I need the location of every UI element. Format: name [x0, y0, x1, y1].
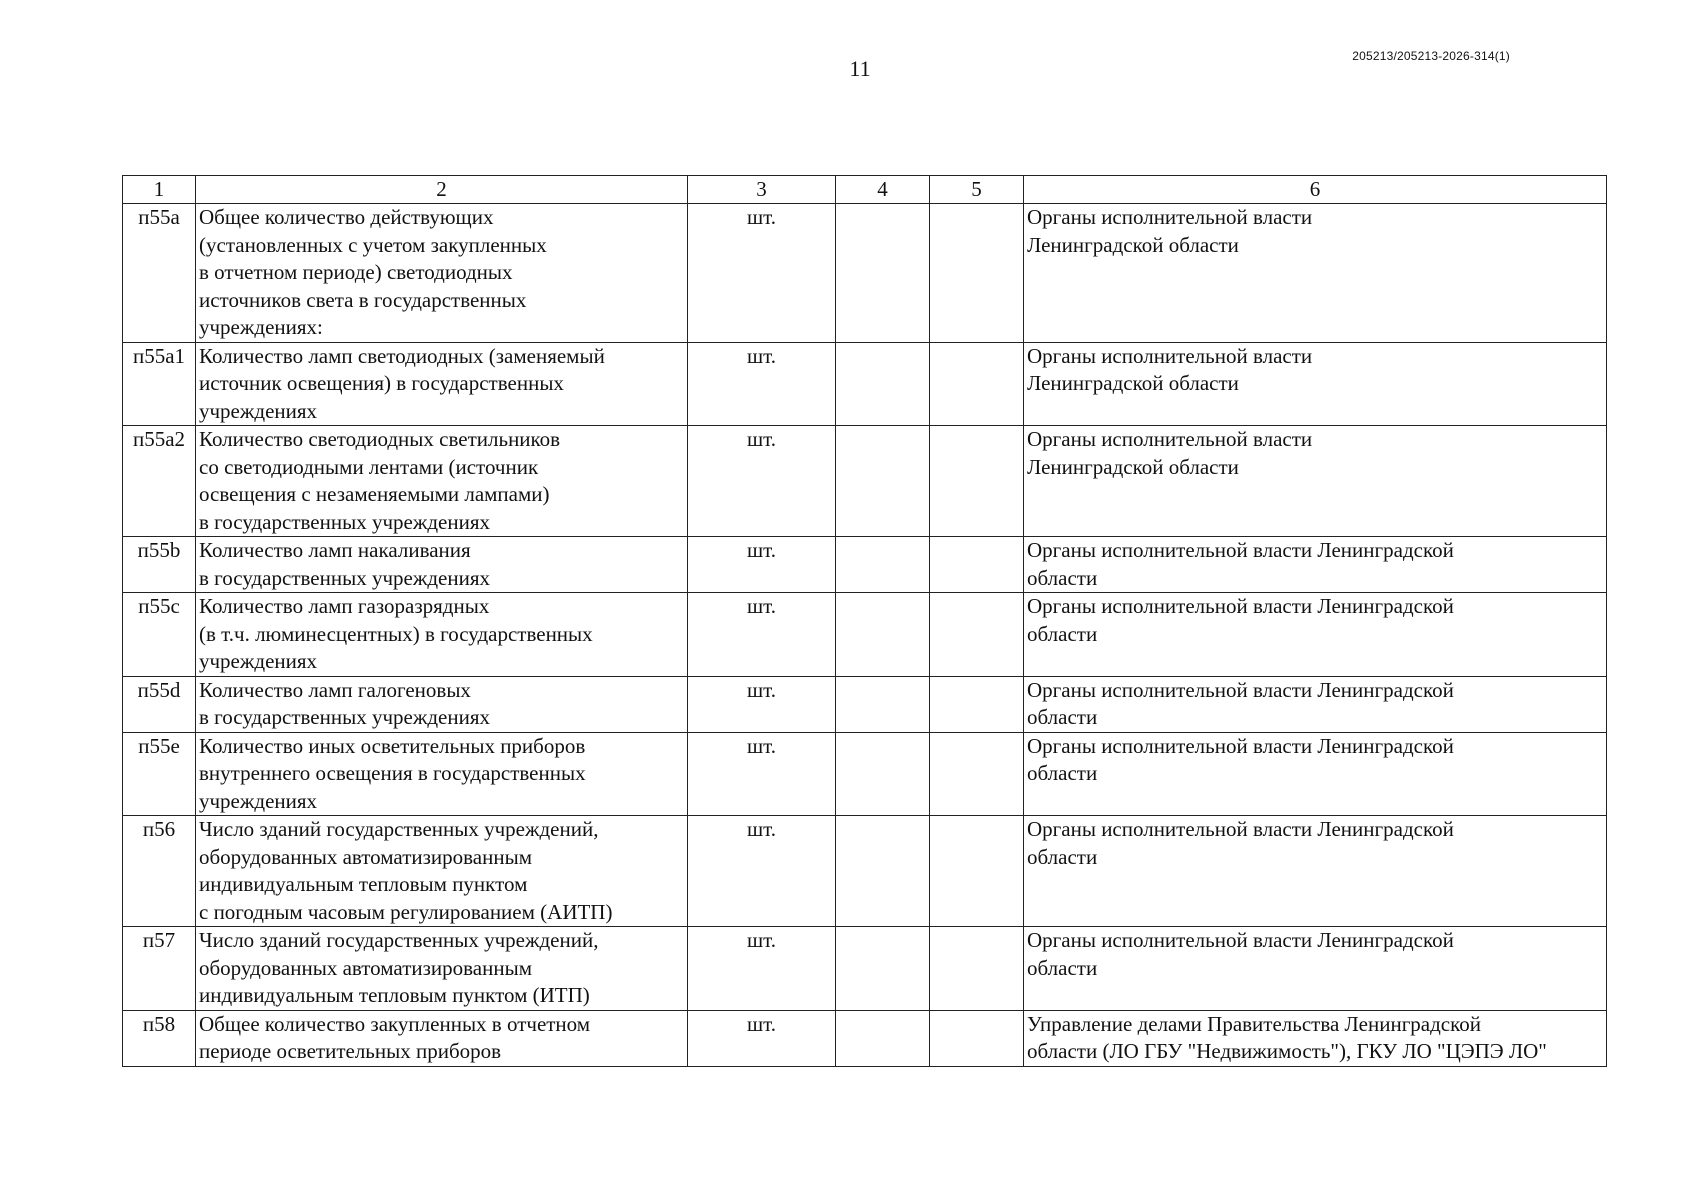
row-col4	[836, 816, 930, 927]
table-row	[123, 593, 1607, 677]
row-code: п55а1	[123, 342, 196, 426]
row-col5	[930, 204, 1024, 343]
row-unit: шт.	[688, 204, 836, 343]
row-col5	[930, 1010, 1024, 1066]
row-source: Органы исполнительной власти Ленинградской области	[1024, 732, 1607, 816]
row-col4	[836, 426, 930, 537]
row-col5	[930, 426, 1024, 537]
row-unit: шт.	[688, 342, 836, 426]
row-col5	[930, 732, 1024, 816]
row-unit: шт.	[688, 927, 836, 1011]
row-col5	[930, 593, 1024, 677]
document-id: 205213/205213-2026-314(1)	[1352, 49, 1510, 63]
row-unit: шт.	[688, 732, 836, 816]
table-row	[123, 927, 1607, 1011]
row-unit: шт.	[688, 426, 836, 537]
row-source: Органы исполнительной власти Ленинградской области	[1024, 342, 1607, 426]
row-source: Органы исполнительной власти Ленинградской области	[1024, 537, 1607, 593]
row-source: Управление делами Правительства Ленинградской области (ЛО ГБУ "Недвижимость"), ГКУ ЛО "ЦЭПЭ ЛО"	[1024, 1010, 1607, 1066]
row-code: п58	[123, 1010, 196, 1066]
row-col5	[930, 927, 1024, 1011]
row-description: Количество ламп светодиодных (заменяемый источник освещения) в государственных учреждениях	[196, 342, 688, 426]
row-unit: шт.	[688, 537, 836, 593]
row-source: Органы исполнительной власти Ленинградской области	[1024, 593, 1607, 677]
table-row	[123, 426, 1607, 537]
row-code: п55b	[123, 537, 196, 593]
row-unit: шт.	[688, 816, 836, 927]
row-source: Органы исполнительной власти Ленинградской области	[1024, 204, 1607, 343]
row-col4	[836, 732, 930, 816]
column-header: 6	[1024, 176, 1607, 204]
row-code: п57	[123, 927, 196, 1011]
row-col5	[930, 816, 1024, 927]
row-unit: шт.	[688, 593, 836, 677]
row-col4	[836, 537, 930, 593]
row-unit: шт.	[688, 676, 836, 732]
row-col4	[836, 1010, 930, 1066]
table-row	[123, 816, 1607, 927]
row-col4	[836, 204, 930, 343]
row-col5	[930, 537, 1024, 593]
row-description: Количество ламп накаливания в государственных учреждениях	[196, 537, 688, 593]
row-col5	[930, 676, 1024, 732]
row-code: п55а	[123, 204, 196, 343]
row-description: Общее количество действующих (установленных с учетом закупленных в отчетном периоде) светодиодных источников света в государственных учреждениях:	[196, 204, 688, 343]
row-source: Органы исполнительной власти Ленинградской области	[1024, 816, 1607, 927]
row-code: п55а2	[123, 426, 196, 537]
table-row	[123, 537, 1607, 593]
row-col4	[836, 676, 930, 732]
row-source: Органы исполнительной власти Ленинградской области	[1024, 927, 1607, 1011]
table-row	[123, 1010, 1607, 1066]
row-unit: шт.	[688, 1010, 836, 1066]
row-code: п56	[123, 816, 196, 927]
row-description: Число зданий государственных учреждений, оборудованных автоматизированным индивидуальным тепловым пунктом (ИТП)	[196, 927, 688, 1011]
row-col4	[836, 927, 930, 1011]
indicators-table	[122, 175, 1607, 1067]
row-description: Число зданий государственных учреждений, оборудованных автоматизированным индивидуальным тепловым пунктом с погодным часовым регулированием (АИТП)	[196, 816, 688, 927]
row-source: Органы исполнительной власти Ленинградской области	[1024, 676, 1607, 732]
row-description: Количество ламп газоразрядных (в т.ч. люминесцентных) в государственных учреждениях	[196, 593, 688, 677]
row-description: Количество светодиодных светильников со светодиодными лентами (источник освещения с незаменяемыми лампами) в государственных учреждениях	[196, 426, 688, 537]
row-code: п55с	[123, 593, 196, 677]
column-header: 3	[688, 176, 836, 204]
row-description: Общее количество закупленных в отчетном периоде осветительных приборов	[196, 1010, 688, 1066]
row-description: Количество ламп галогеновых в государственных учреждениях	[196, 676, 688, 732]
table-header-row	[123, 176, 1607, 204]
column-header: 2	[196, 176, 688, 204]
table-row	[123, 204, 1607, 343]
page-number: 11	[849, 56, 871, 81]
row-col4	[836, 593, 930, 677]
column-header: 1	[123, 176, 196, 204]
row-col4	[836, 342, 930, 426]
table-row	[123, 342, 1607, 426]
row-code: п55е	[123, 732, 196, 816]
row-source: Органы исполнительной власти Ленинградской области	[1024, 426, 1607, 537]
table-row	[123, 732, 1607, 816]
row-code: п55d	[123, 676, 196, 732]
column-header: 5	[930, 176, 1024, 204]
row-description: Количество иных осветительных приборов внутреннего освещения в государственных учреждениях	[196, 732, 688, 816]
column-header: 4	[836, 176, 930, 204]
table-row	[123, 676, 1607, 732]
row-col5	[930, 342, 1024, 426]
